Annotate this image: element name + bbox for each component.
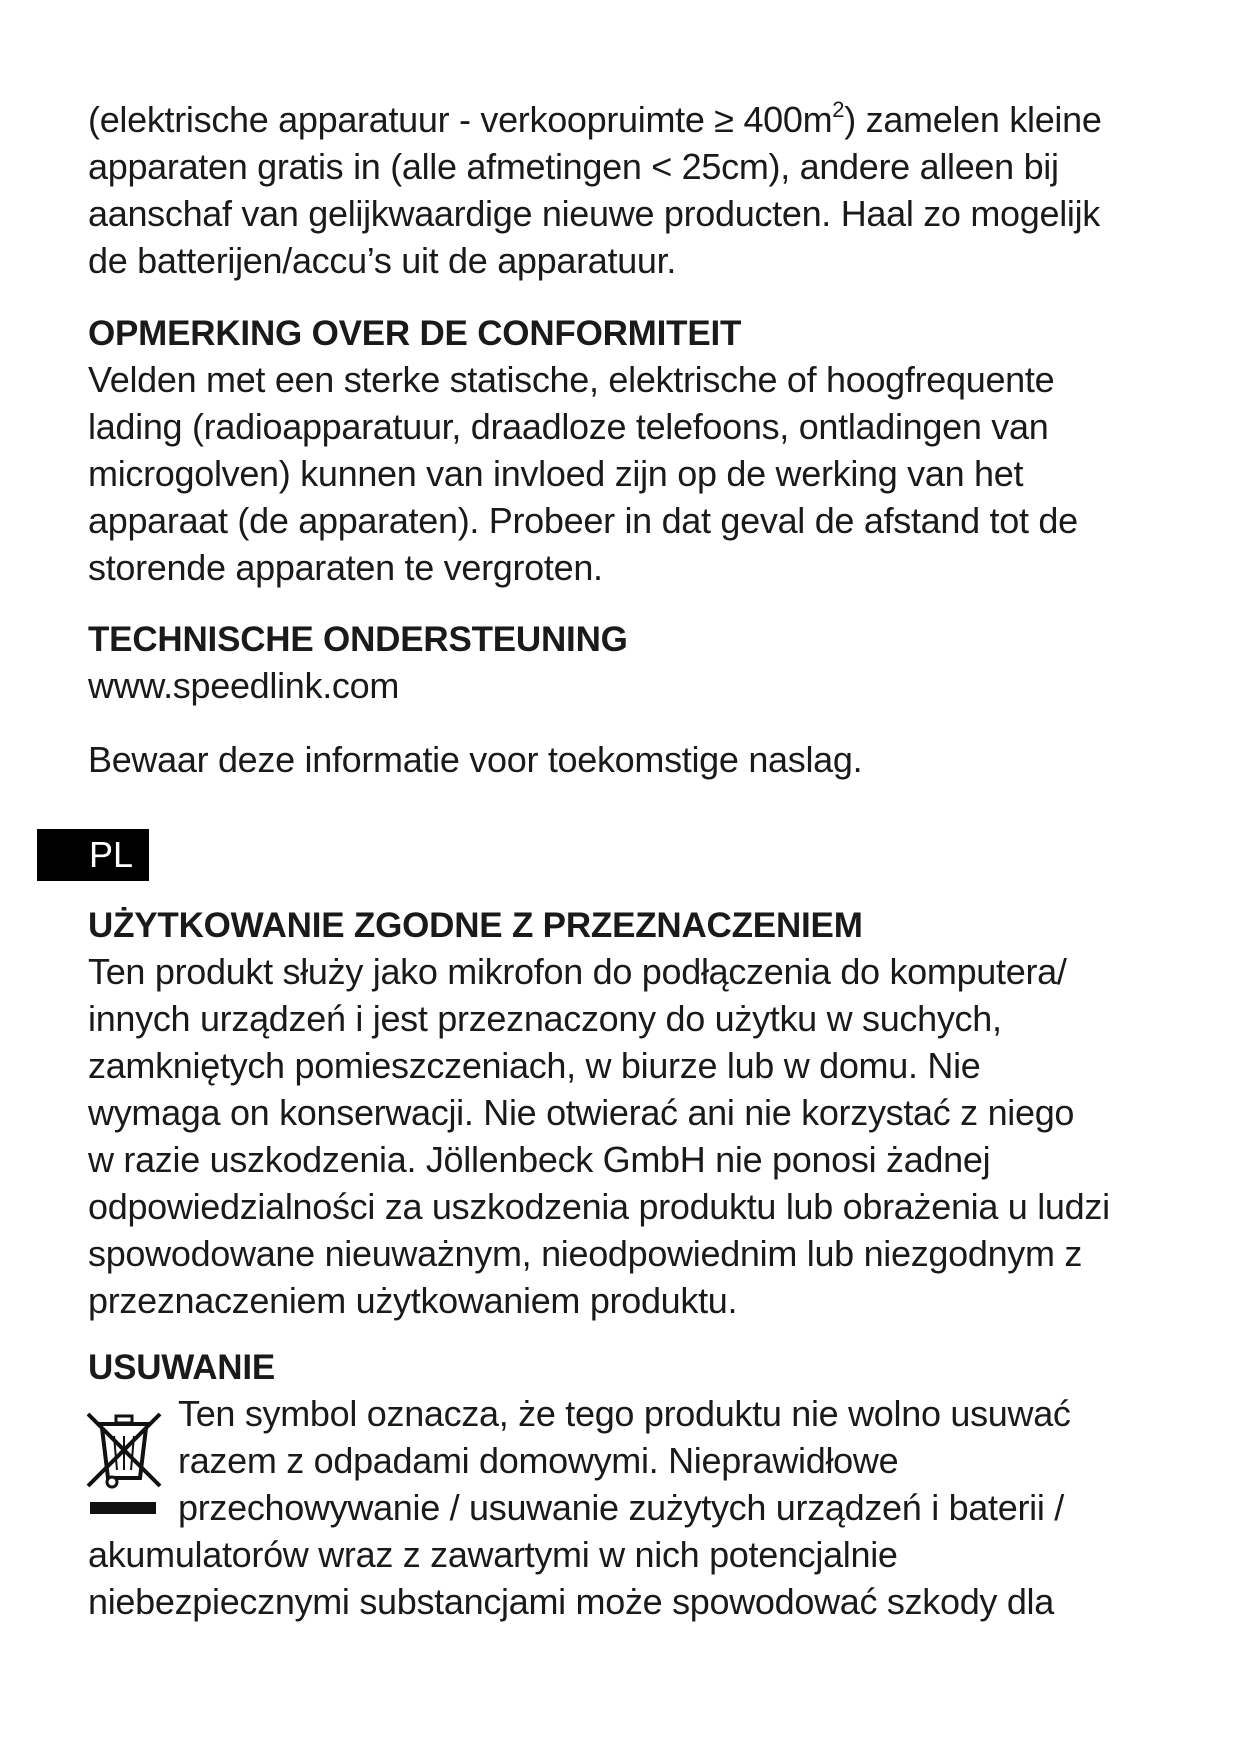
nl-support-url: www.speedlink.com — [88, 665, 400, 706]
nl-keep-info-text: Bewaar deze informatie voor toekomstige naslag. — [88, 739, 863, 780]
nl-conformity-heading: OPMERKING OVER DE CONFORMITEIT — [88, 314, 742, 353]
nl-conformity-section — [88, 312, 1168, 591]
pl-intended-use-heading: UŻYTKOWANIE ZGODNE Z PRZEZNACZENIEM — [88, 906, 863, 945]
nl-intro-paragraph — [88, 96, 1168, 284]
nl-support-heading: TECHNISCHE ONDERSTEUNING — [88, 620, 628, 659]
nl-conformity-line: storende apparaten te vergroten. — [88, 547, 603, 588]
pl-intended-use-line: zamkniętych pomieszczeniach, w biurze lub w domu. Nie — [88, 1045, 981, 1086]
pl-disposal-line: Ten symbol oznacza, że tego produktu nie wolno usuwać — [178, 1393, 1071, 1434]
pl-disposal-line: przechowywanie / usuwanie zużytych urządzeń i baterii / — [178, 1487, 1064, 1528]
pl-disposal-line: niebezpiecznymi substancjami może spowodować szkody dla — [88, 1581, 1054, 1622]
pl-disposal-line: akumulatorów wraz z zawartymi w nich potencjalnie — [88, 1534, 898, 1575]
crossed-out-wheelie-bin-icon — [84, 1408, 164, 1520]
pl-intended-use-line: przeznaczeniem użytkowaniem produktu. — [88, 1280, 738, 1321]
nl-intro-line: aanschaf van gelijkwaardige nieuwe producten. Haal zo mogelijk — [88, 193, 1101, 234]
nl-intro-line: apparaten gratis in (alle afmetingen < 25cm), andere alleen bij — [88, 146, 1059, 187]
superscript-two: 2 — [832, 97, 845, 122]
pl-intended-use-line: Ten produkt służy jako mikrofon do podłączenia do komputera/ — [88, 951, 1067, 992]
pl-intended-use-line: innych urządzeń i jest przeznaczony do użytku w suchych, — [88, 998, 1002, 1039]
nl-conformity-line: Velden met een sterke statische, elektrische of hoogfrequente — [88, 359, 1055, 400]
pl-intended-use-line: spowodowane nieuważnym, nieodpowiednim lub niezgodnym z — [88, 1233, 1083, 1274]
nl-intro-line: de batterijen/accu’s uit de apparatuur. — [88, 240, 677, 281]
pl-disposal-heading: USUWANIE — [88, 1348, 276, 1387]
pl-intended-use-line: odpowiedzialności za uszkodzenia produktu lub obrażenia u ludzi — [88, 1186, 1110, 1227]
pl-intended-use-line: w razie uszkodzenia. Jöllenbeck GmbH nie ponosi żadnej — [88, 1139, 991, 1180]
pl-disposal-section — [88, 1346, 1168, 1625]
pl-disposal-line: razem z odpadami domowymi. Nieprawidłowe — [178, 1440, 899, 1481]
nl-intro-line: (elektrische apparatuur - verkoopruimte ≥ $400m^2$) zamelen kleine — [88, 97, 1102, 140]
language-badge-pl: PL — [37, 829, 149, 881]
nl-keep-info — [88, 736, 1168, 783]
nl-conformity-line: apparaat (de apparaten). Probeer in dat geval de afstand tot de — [88, 500, 1078, 541]
pl-intended-use-section — [88, 904, 1168, 1324]
nl-conformity-line: lading (radioapparatuur, draadloze telefoons, ontladingen van — [88, 406, 1049, 447]
pl-intended-use-line: wymaga on konserwacji. Nie otwierać ani nie korzystać z niego — [88, 1092, 1075, 1133]
nl-support-section — [88, 618, 1168, 709]
nl-conformity-line: microgolven) kunnen van invloed zijn op de werking van het — [88, 453, 1024, 494]
